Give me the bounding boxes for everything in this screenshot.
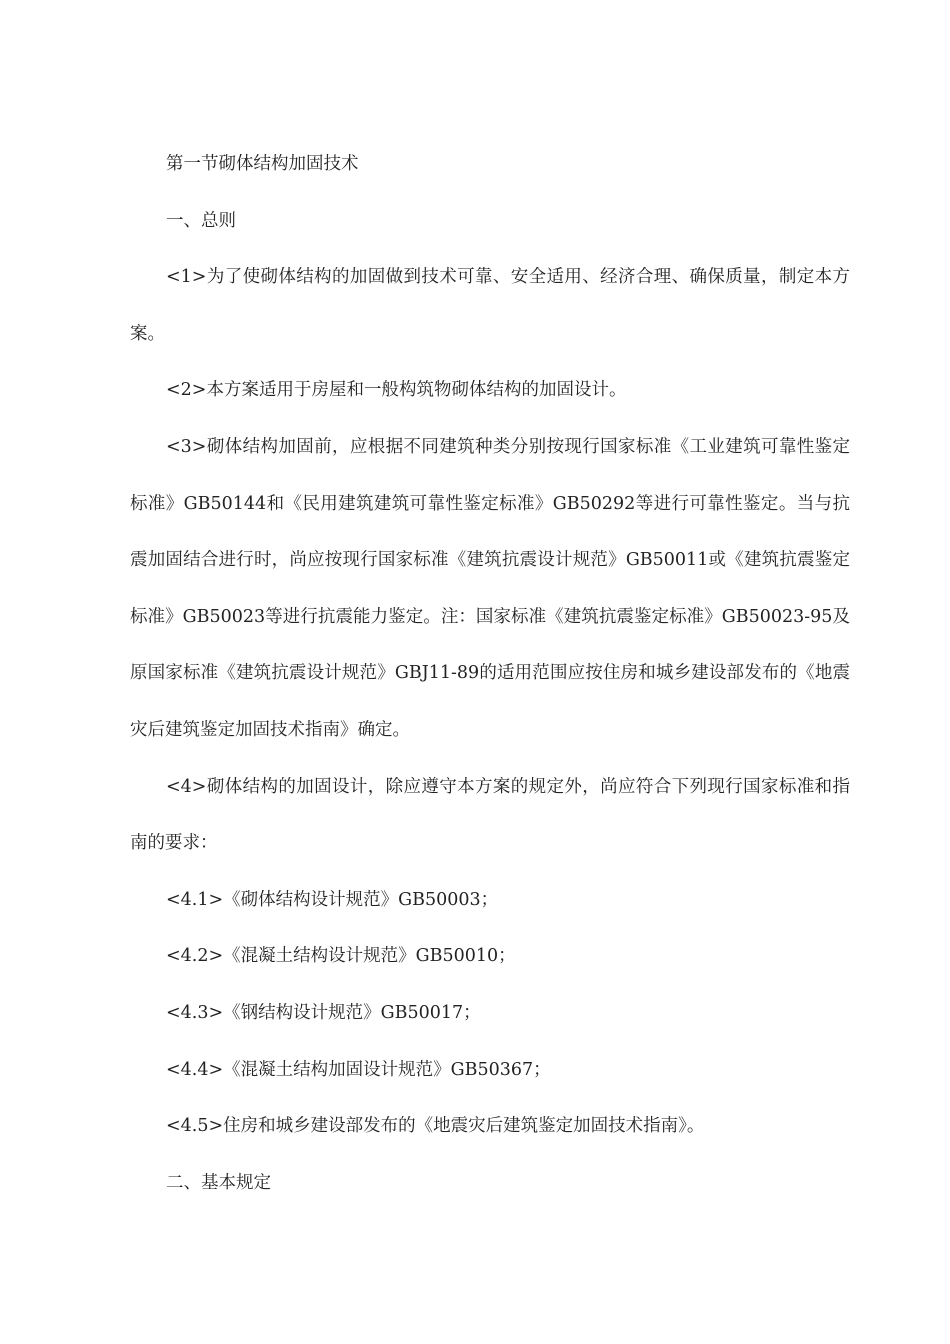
heading-basic: 二、基本规定: [166, 1172, 271, 1193]
document-body: [130, 136, 850, 1211]
standard-item-4-3: <4.3>《钢结构设计规范》GB50017；: [166, 1002, 481, 1023]
standard-item-4-2: <4.2>《混凝土结构设计规范》GB50010；: [166, 946, 516, 967]
paragraph-4: <4>砌体结构的加固设计，除应遵守本方案的规定外，尚应符合下列现行国家标准和指南的要求：: [130, 776, 850, 854]
section-title: 第一节砌体结构加固技术: [166, 154, 359, 174]
standard-item-4-1: <4.1>《砌体结构设计规范》GB50003；: [166, 889, 499, 910]
standard-item-4-4: <4.4>《混凝土结构加固设计规范》GB50367；: [166, 1059, 551, 1080]
paragraph-1: <1>为了使砌体结构的加固做到技术可靠、安全适用、经济合理、确保质量，制定本方案。: [130, 267, 850, 344]
paragraph-3: <3>砌体结构加固前，应根据不同建筑种类分别按现行国家标准《工业建筑可靠性鉴定标准》GB50144和《民用建筑建筑可靠性鉴定标准》GB50292等进行可靠性鉴定。当与抗震加固结合进行时，尚应按现行国家标准《建筑抗震设计规范》GB50011或《建筑抗震鉴定标准》GB50023等进行抗震能力鉴定。注：国家标准《建筑抗震鉴定标准》GB50023-95及原国家标准《建筑抗震设计规范》GBJ11-89的适用范围应按住房和城乡建设部发布的《地震灾后建筑鉴定加固技术指南》确定。: [130, 436, 850, 740]
standard-item-4-5: <4.5>住房和城乡建设部发布的《地震灾后建筑鉴定加固技术指南》。: [166, 1116, 705, 1137]
paragraph-2: <2>本方案适用于房屋和一般构筑物砌体结构的加固设计。: [166, 380, 627, 401]
heading-general: 一、总则: [166, 210, 236, 231]
